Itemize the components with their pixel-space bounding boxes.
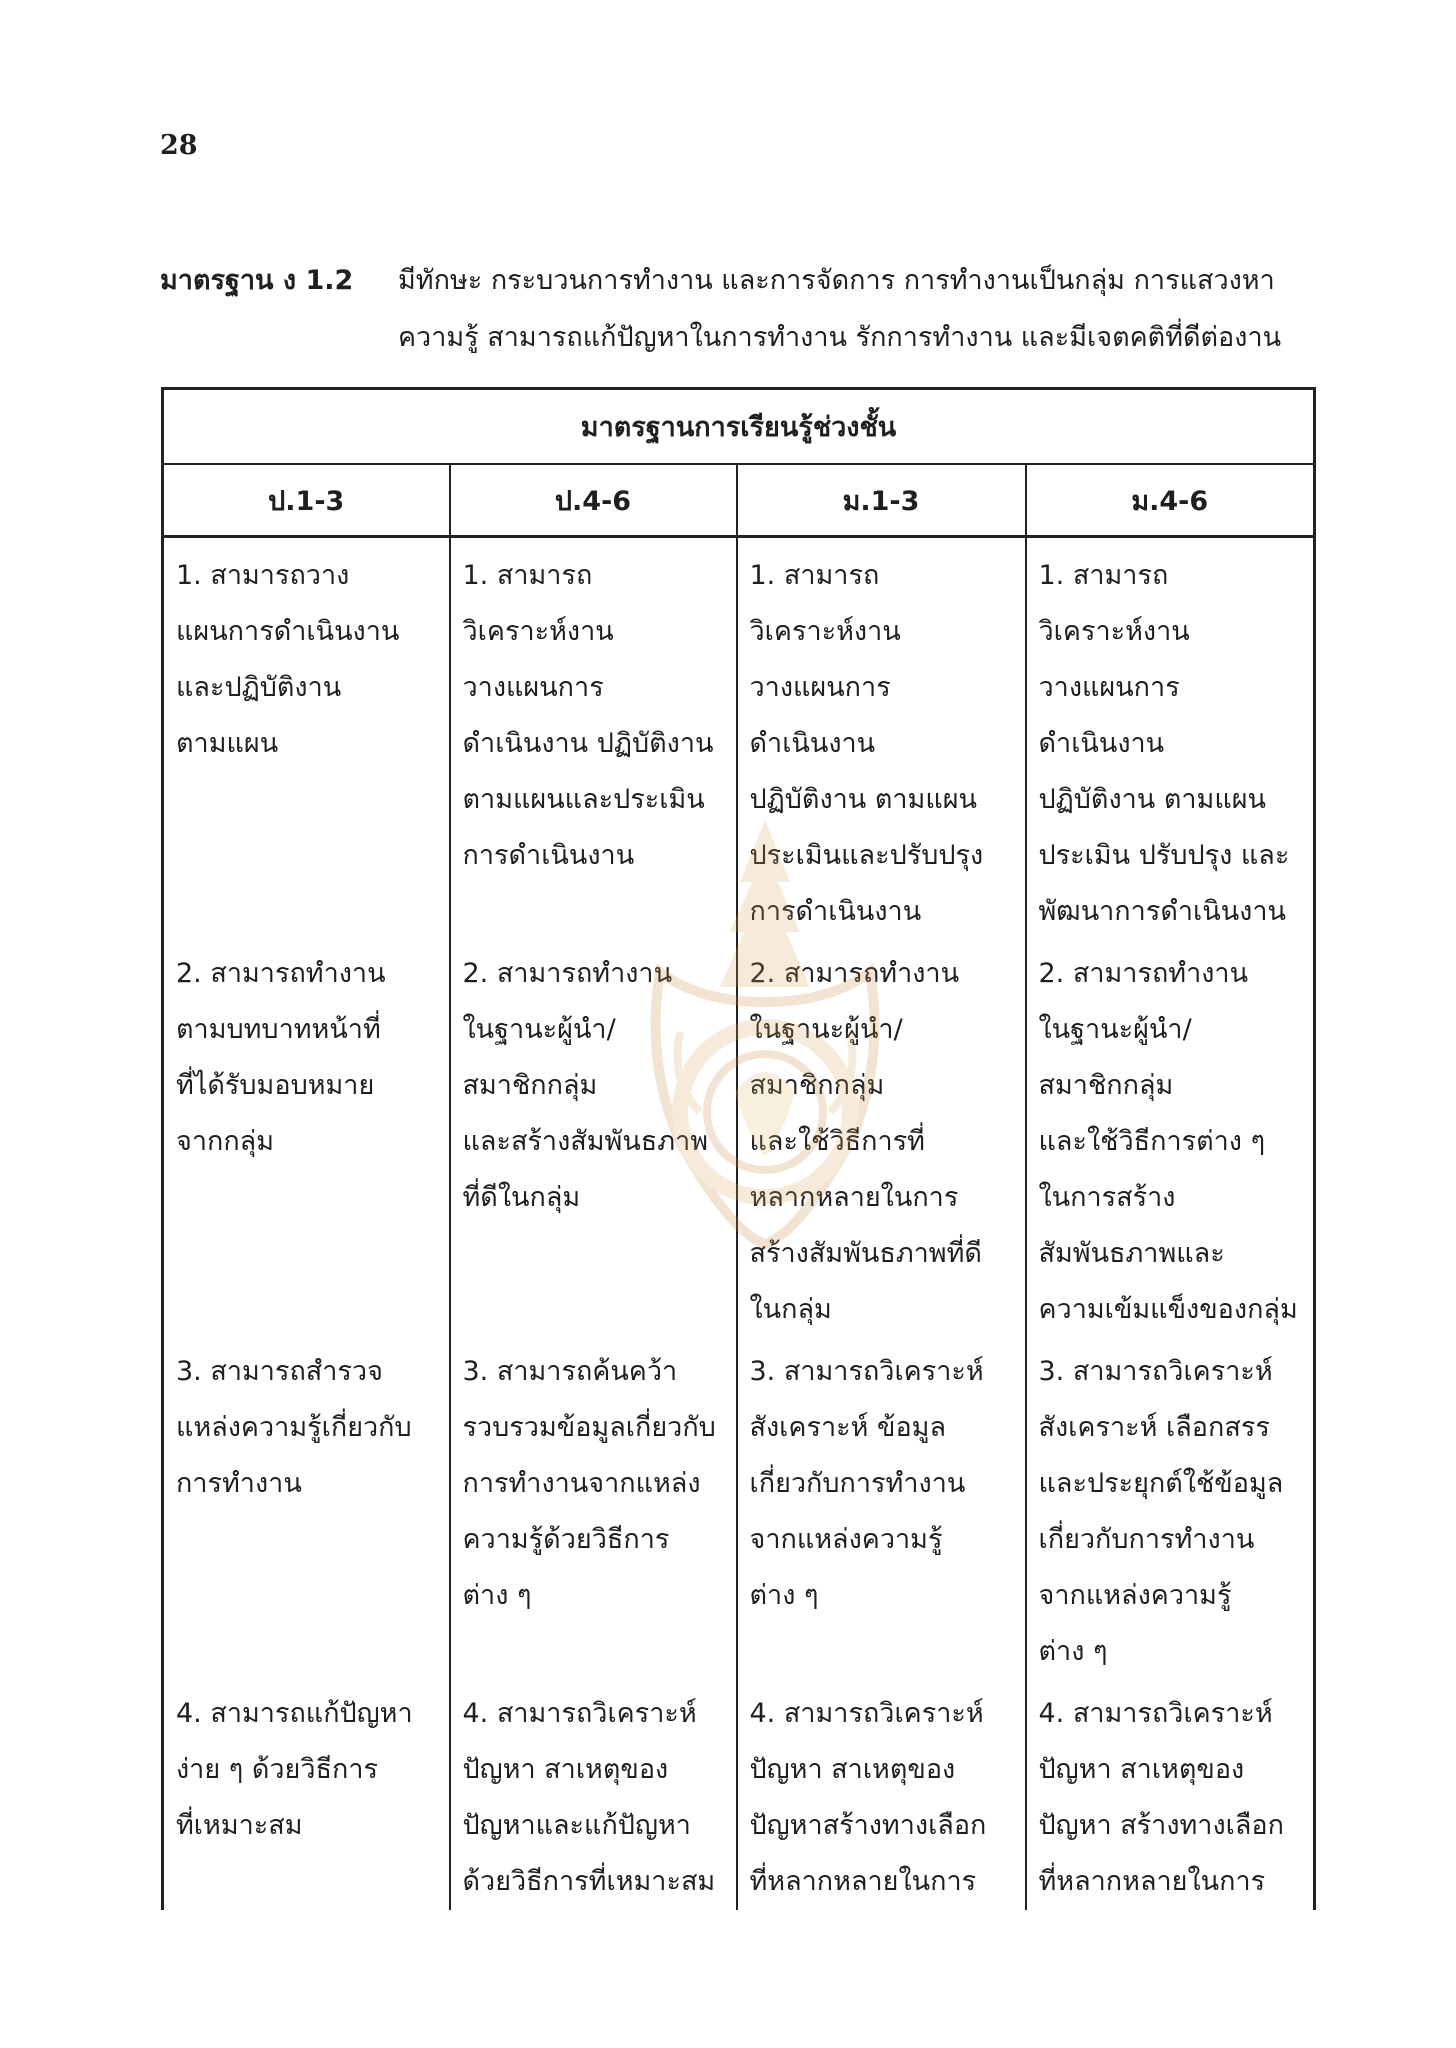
standard-description-line: มีทักษะ กระบวนการทำงาน และการจัดการ การทำงานเป็นกลุ่ม การแสวงหา bbox=[398, 265, 1275, 296]
table-cell bbox=[1026, 1338, 1315, 1680]
cell-text-line: จากกลุ่ม bbox=[176, 1126, 275, 1157]
table-cell bbox=[163, 1680, 450, 1910]
cell-text-line: ที่หลากหลายในการ bbox=[749, 1866, 977, 1897]
cell-text-line: จากแหล่งความรู้ bbox=[749, 1524, 943, 1555]
table-cell bbox=[450, 940, 737, 1338]
cell-text-line: 1. สามารถ bbox=[749, 560, 880, 591]
cell-text-line: 2. สามารถทำงาน bbox=[749, 958, 960, 989]
cell-text-line: ปัญหา สาเหตุของ bbox=[749, 1754, 956, 1785]
table-cell bbox=[737, 1680, 1026, 1910]
cell-text-line: รวบรวมข้อมูลเกี่ยวกับ bbox=[462, 1412, 716, 1443]
table-cell bbox=[163, 1338, 450, 1680]
cell-text-line: ต่าง ๆ bbox=[749, 1580, 819, 1611]
cell-text-line: และใช้วิธีการต่าง ๆ bbox=[1038, 1126, 1266, 1157]
table-cell bbox=[450, 537, 737, 941]
table-body bbox=[163, 537, 1315, 1911]
cell-text-line: ที่เหมาะสม bbox=[176, 1810, 303, 1841]
column-header: ม.4-6 bbox=[1026, 464, 1315, 537]
cell-text-line: 3. สามารถค้นคว้า bbox=[462, 1356, 678, 1387]
cell-text-line: ปัญหาสร้างทางเลือก bbox=[749, 1810, 987, 1841]
table-cell bbox=[737, 537, 1026, 941]
cell-text-line: ปัญหาและแก้ปัญหา bbox=[462, 1810, 691, 1841]
cell-text-line: ปฏิบัติงาน ตามแผน bbox=[749, 784, 977, 815]
cell-text-line: จากแหล่งความรู้ bbox=[1038, 1580, 1232, 1611]
cell-text-line: วิเคราะห์งาน bbox=[462, 616, 614, 647]
cell-text-line: ในฐานะผู้นำ/ bbox=[749, 1014, 903, 1045]
table-row bbox=[163, 940, 1315, 1338]
cell-text-line: ประเมิน ปรับปรุง และ bbox=[1038, 840, 1290, 871]
cell-text-line: 2. สามารถทำงาน bbox=[1038, 958, 1249, 989]
page-number: 28 bbox=[160, 130, 198, 161]
cell-text-line: ที่ได้รับมอบหมาย bbox=[176, 1070, 375, 1101]
table-cell bbox=[450, 1680, 737, 1910]
cell-text-line: ประเมินและปรับปรุง bbox=[749, 840, 984, 871]
cell-text-line: ในฐานะผู้นำ/ bbox=[1038, 1014, 1192, 1045]
cell-text-line: ปัญหา สาเหตุของ bbox=[462, 1754, 669, 1785]
cell-text-line: ความเข้มแข็งของกลุ่ม bbox=[1038, 1294, 1298, 1325]
cell-text-line: ต่าง ๆ bbox=[462, 1580, 532, 1611]
cell-text-line: ดำเนินงาน bbox=[1038, 728, 1165, 759]
table-row bbox=[163, 537, 1315, 941]
cell-text-line: ตามบทบาทหน้าที่ bbox=[176, 1014, 381, 1045]
cell-text-line: เกี่ยวกับการทำงาน bbox=[1038, 1524, 1255, 1555]
cell-text-line: ต่าง ๆ bbox=[1038, 1636, 1108, 1667]
cell-text-line: ง่าย ๆ ด้วยวิธีการ bbox=[176, 1754, 378, 1785]
cell-text-line: ตามแผน bbox=[176, 728, 279, 759]
cell-text-line: วางแผนการ bbox=[462, 672, 604, 703]
standard-description-line: ความรู้ สามารถแก้ปัญหาในการทำงาน รักการทำงาน และมีเจตคติที่ดีต่องาน bbox=[398, 322, 1282, 353]
cell-text-line: พัฒนาการดำเนินงาน bbox=[1038, 896, 1286, 927]
cell-text-line: การดำเนินงาน bbox=[749, 896, 922, 927]
table-cell bbox=[737, 1338, 1026, 1680]
cell-text-line: ตามแผนและประเมิน bbox=[462, 784, 705, 815]
standard-description bbox=[398, 252, 1318, 366]
standard-label: มาตรฐาน ง 1.2 bbox=[160, 265, 354, 296]
cell-text-line: ด้วยวิธีการที่เหมาะสม bbox=[462, 1866, 716, 1897]
cell-text-line: แผนการดำเนินงาน bbox=[176, 616, 400, 647]
cell-text-line: 3. สามารถสำรวจ bbox=[176, 1356, 383, 1387]
table-cell bbox=[737, 940, 1026, 1338]
cell-text-line: ที่ดีในกลุ่ม bbox=[462, 1182, 581, 1213]
cell-text-line: ดำเนินงาน ปฏิบัติงาน bbox=[462, 728, 714, 759]
cell-text-line: สังเคราะห์ เลือกสรร bbox=[1038, 1412, 1270, 1443]
table-cell bbox=[1026, 537, 1315, 941]
cell-text-line: สมาชิกกลุ่ม bbox=[462, 1070, 598, 1101]
cell-text-line: 1. สามารถ bbox=[462, 560, 593, 591]
cell-text-line: ในกลุ่ม bbox=[749, 1294, 832, 1325]
cell-text-line: แหล่งความรู้เกี่ยวกับ bbox=[176, 1412, 412, 1443]
cell-text-line: 2. สามารถทำงาน bbox=[462, 958, 673, 989]
cell-text-line: 4. สามารถวิเคราะห์ bbox=[749, 1698, 984, 1729]
table-title: มาตรฐานการเรียนรู้ช่วงชั้น bbox=[163, 389, 1315, 465]
cell-text-line: 1. สามารถวาง bbox=[176, 560, 350, 591]
cell-text-line: วิเคราะห์งาน bbox=[1038, 616, 1190, 647]
cell-text-line: วางแผนการ bbox=[749, 672, 891, 703]
cell-text-line: สมาชิกกลุ่ม bbox=[749, 1070, 885, 1101]
column-header: ป.4-6 bbox=[450, 464, 737, 537]
cell-text-line: หลากหลายในการ bbox=[749, 1182, 959, 1213]
cell-text-line: 4. สามารถวิเคราะห์ bbox=[1038, 1698, 1273, 1729]
cell-text-line: ดำเนินงาน bbox=[749, 728, 876, 759]
curriculum-table bbox=[161, 387, 1316, 1910]
cell-text-line: สังเคราะห์ ข้อมูล bbox=[749, 1412, 947, 1443]
cell-text-line: และใช้วิธีการที่ bbox=[749, 1126, 925, 1157]
cell-text-line: และสร้างสัมพันธภาพ bbox=[462, 1126, 709, 1157]
cell-text-line: และปฏิบัติงาน bbox=[176, 672, 342, 703]
table-cell bbox=[1026, 1680, 1315, 1910]
cell-text-line: เกี่ยวกับการทำงาน bbox=[749, 1468, 966, 1499]
cell-text-line: 4. สามารถวิเคราะห์ bbox=[462, 1698, 697, 1729]
column-header: ป.1-3 bbox=[163, 464, 450, 537]
cell-text-line: 3. สามารถวิเคราะห์ bbox=[749, 1356, 984, 1387]
cell-text-line: 3. สามารถวิเคราะห์ bbox=[1038, 1356, 1273, 1387]
cell-text-line: ปัญหา สาเหตุของ bbox=[1038, 1754, 1245, 1785]
table-cell bbox=[163, 940, 450, 1338]
table-row bbox=[163, 1338, 1315, 1680]
cell-text-line: สร้างสัมพันธภาพที่ดี bbox=[749, 1238, 982, 1269]
column-header-row bbox=[163, 464, 1315, 537]
cell-text-line: 2. สามารถทำงาน bbox=[176, 958, 386, 989]
table-row bbox=[163, 1680, 1315, 1910]
cell-text-line: การทำงาน bbox=[176, 1468, 302, 1499]
cell-text-line: 1. สามารถ bbox=[1038, 560, 1169, 591]
cell-text-line: ปฏิบัติงาน ตามแผน bbox=[1038, 784, 1266, 815]
cell-text-line: การดำเนินงาน bbox=[462, 840, 635, 871]
table-cell bbox=[450, 1338, 737, 1680]
cell-text-line: ที่หลากหลายในการ bbox=[1038, 1866, 1266, 1897]
cell-text-line: ในการสร้าง bbox=[1038, 1182, 1176, 1213]
cell-text-line: การทำงานจากแหล่ง bbox=[462, 1468, 701, 1499]
cell-text-line: ความรู้ด้วยวิธีการ bbox=[462, 1524, 670, 1555]
cell-text-line: สัมพันธภาพและ bbox=[1038, 1238, 1225, 1269]
table-cell bbox=[1026, 940, 1315, 1338]
cell-text-line: สมาชิกกลุ่ม bbox=[1038, 1070, 1174, 1101]
cell-text-line: 4. สามารถแก้ปัญหา bbox=[176, 1698, 413, 1729]
column-header: ม.1-3 bbox=[737, 464, 1026, 537]
cell-text-line: วางแผนการ bbox=[1038, 672, 1180, 703]
cell-text-line: และประยุกต์ใช้ข้อมูล bbox=[1038, 1468, 1284, 1499]
cell-text-line: ปัญหา สร้างทางเลือก bbox=[1038, 1810, 1284, 1841]
table-cell bbox=[163, 537, 450, 941]
cell-text-line: ในฐานะผู้นำ/ bbox=[462, 1014, 616, 1045]
cell-text-line: วิเคราะห์งาน bbox=[749, 616, 901, 647]
